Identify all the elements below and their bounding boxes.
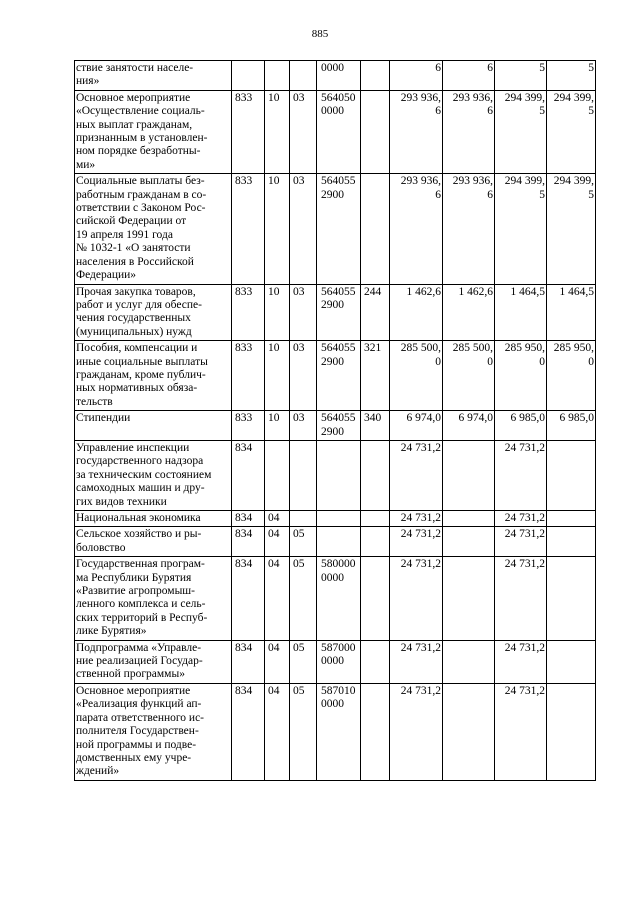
cell-amount-2-line: 6: [487, 105, 493, 118]
cell-amount-1: [390, 511, 443, 527]
cell-amount-1: [390, 90, 443, 173]
table-row: [75, 90, 596, 173]
cell-name-line: Основное мероприятие: [76, 91, 191, 104]
cell-amount-4: [547, 411, 596, 441]
table-row: [75, 511, 596, 527]
cell-expense-type: 340: [361, 411, 390, 441]
page-number: 885: [311, 28, 329, 40]
cell-target-article-line: 0000: [321, 571, 344, 584]
cell-amount-1-line: 6: [435, 105, 441, 118]
cell-target-article: [317, 640, 361, 683]
cell-target-article: [317, 284, 361, 341]
cell-amount-4: [547, 61, 596, 91]
cell-name-line: Сельское хозяйство и ры-: [76, 528, 202, 541]
cell-amount-3-line: 5: [539, 62, 545, 74]
cell-amount-1: [390, 284, 443, 341]
cell-target-article-line: 2900: [321, 298, 344, 311]
cell-amount-3-line: 5: [539, 105, 545, 118]
cell-amount-4: [547, 284, 596, 341]
cell-amount-3: [495, 284, 547, 341]
cell-expense-type: 321: [361, 341, 390, 411]
cell-subsection-code: 05: [290, 640, 317, 683]
cell-subsection-code: 03: [290, 284, 317, 341]
cell-target-article-line: 0000: [321, 105, 344, 118]
cell-name-line: лике Бурятия»: [76, 625, 147, 638]
table-row: [75, 174, 596, 284]
cell-amount-3: [495, 174, 547, 284]
cell-section-code: 10: [265, 90, 290, 173]
cell-name-line: ми»: [76, 158, 96, 171]
cell-name: [75, 61, 232, 91]
cell-target-article-line: 2900: [321, 425, 344, 438]
cell-name-line: населения в Российской: [76, 255, 194, 268]
cell-amount-4-line: 5: [588, 188, 594, 201]
cell-amount-2-line: 6: [487, 188, 493, 201]
cell-amount-2-line: 293 936,: [452, 91, 493, 104]
cell-expense-type: [361, 683, 390, 780]
cell-section-code: 04: [265, 527, 290, 557]
cell-amount-4: [547, 440, 596, 510]
cell-name-line: иные социальные выплаты: [76, 355, 208, 368]
cell-name-line: ответствии с Законом Рос-: [76, 202, 206, 215]
cell-expense-type: [361, 440, 390, 510]
cell-name-line: ние реализацией Государ-: [76, 655, 203, 668]
cell-amount-1: [390, 411, 443, 441]
cell-name-line: сийской Федерации от: [76, 215, 187, 228]
cell-expense-type: [361, 511, 390, 527]
cell-section-code: 10: [265, 284, 290, 341]
cell-amount-4: [547, 527, 596, 557]
cell-amount-1: [390, 527, 443, 557]
cell-amount-1-line: 0: [435, 355, 441, 368]
cell-amount-4: [547, 341, 596, 411]
cell-amount-3-line: 24 731,2: [504, 528, 545, 541]
cell-amount-3: [495, 640, 547, 683]
cell-name-line: работ и услуг для обеспе-: [76, 298, 202, 311]
cell-name-line: домственных ему учре-: [76, 751, 192, 764]
cell-name-line: Стипендии: [76, 412, 131, 425]
cell-amount-3-line: 294 399,: [504, 91, 545, 104]
cell-name-line: Государственная програм-: [76, 558, 205, 571]
cell-name: [75, 174, 232, 284]
cell-name-line: ния»: [76, 75, 100, 88]
cell-amount-1-line: 24 731,2: [400, 528, 441, 541]
cell-amount-3-line: 294 399,: [504, 175, 545, 188]
cell-amount-1-line: 285 500,: [400, 342, 441, 355]
cell-name-line: (муниципальных) нужд: [76, 325, 192, 338]
cell-name: [75, 341, 232, 411]
cell-name: [75, 527, 232, 557]
cell-target-article-line: 0000: [321, 655, 344, 668]
budget-table: [74, 60, 596, 781]
cell-amount-3-line: 24 731,2: [504, 684, 545, 697]
table-row: [75, 341, 596, 411]
cell-amount-4-line: 294 399,: [553, 175, 594, 188]
cell-ministry-code: 833: [232, 90, 265, 173]
cell-name-line: Управление инспекции: [76, 441, 190, 454]
cell-name-line: самоходных машин и дру-: [76, 482, 205, 495]
cell-section-code: [265, 61, 290, 91]
cell-name: [75, 440, 232, 510]
cell-amount-2: [443, 90, 495, 173]
cell-amount-2: [443, 527, 495, 557]
cell-amount-3-line: 24 731,2: [504, 441, 545, 454]
cell-amount-3-line: 285 950,: [504, 342, 545, 355]
cell-name-line: парата ответственного ис-: [76, 711, 205, 724]
cell-amount-2-line: 6: [487, 62, 493, 74]
cell-name-line: гих видов техники: [76, 495, 167, 508]
cell-name-line: Пособия, компенсации и: [76, 342, 198, 355]
cell-subsection-code: [290, 61, 317, 91]
cell-amount-2-line: 0: [487, 355, 493, 368]
cell-name-line: Социальные выплаты без-: [76, 175, 205, 188]
cell-amount-3: [495, 683, 547, 780]
cell-name: [75, 411, 232, 441]
cell-name-line: ных выплат гражданам,: [76, 118, 193, 131]
cell-ministry-code: 833: [232, 174, 265, 284]
cell-amount-2: [443, 557, 495, 640]
cell-amount-1: [390, 61, 443, 91]
cell-amount-4: [547, 174, 596, 284]
cell-amount-1-line: 24 731,2: [400, 558, 441, 571]
cell-amount-3: [495, 341, 547, 411]
cell-amount-1: [390, 683, 443, 780]
cell-subsection-code: 05: [290, 683, 317, 780]
cell-amount-4-line: 294 399,: [553, 91, 594, 104]
cell-amount-4: [547, 640, 596, 683]
cell-ministry-code: 834: [232, 640, 265, 683]
cell-amount-2: [443, 341, 495, 411]
cell-expense-type: [361, 90, 390, 173]
cell-amount-3: [495, 527, 547, 557]
cell-name: [75, 511, 232, 527]
cell-amount-2-line: 285 500,: [452, 342, 493, 355]
cell-name-line: Основное мероприятие: [76, 684, 191, 697]
cell-amount-3: [495, 440, 547, 510]
cell-section-code: 10: [265, 411, 290, 441]
cell-amount-2: [443, 61, 495, 91]
cell-amount-1-line: 24 731,2: [400, 684, 441, 697]
table-row: [75, 411, 596, 441]
cell-name-line: ной программы и подве-: [76, 738, 197, 751]
cell-name-line: Подпрограмма «Управле-: [76, 641, 202, 654]
cell-subsection-code: [290, 440, 317, 510]
cell-name-line: чения государственных: [76, 312, 191, 325]
cell-ministry-code: 834: [232, 511, 265, 527]
cell-name-line: ственной программы»: [76, 668, 185, 681]
cell-amount-1-line: 293 936,: [400, 91, 441, 104]
cell-section-code: 10: [265, 341, 290, 411]
cell-name-line: полнителя Государствен-: [76, 725, 199, 738]
cell-expense-type: [361, 174, 390, 284]
cell-name: [75, 557, 232, 640]
cell-expense-type: [361, 557, 390, 640]
cell-amount-2-line: 6 974,0: [458, 412, 493, 425]
cell-amount-3-line: 24 731,2: [504, 558, 545, 571]
cell-section-code: 04: [265, 511, 290, 527]
cell-name-line: ждений»: [76, 765, 120, 778]
cell-name: [75, 640, 232, 683]
cell-subsection-code: 03: [290, 90, 317, 173]
cell-name-line: ствие занятости населе-: [76, 62, 194, 74]
cell-amount-2-line: 1 462,6: [458, 285, 493, 298]
cell-amount-2: [443, 683, 495, 780]
cell-amount-4-line: 5: [588, 62, 594, 74]
cell-name-line: государственного надзора: [76, 455, 204, 468]
cell-target-article: [317, 511, 361, 527]
cell-ministry-code: 834: [232, 440, 265, 510]
table-row: [75, 61, 596, 91]
cell-target-article-line: 580000: [321, 558, 356, 571]
cell-name-line: ном порядке безработны-: [76, 145, 201, 158]
table-body: [75, 61, 596, 781]
cell-name-line: за техническим состоянием: [76, 468, 212, 481]
cell-amount-1: [390, 440, 443, 510]
cell-amount-2: [443, 640, 495, 683]
cell-ministry-code: 834: [232, 683, 265, 780]
cell-amount-3-line: 6 985,0: [510, 412, 545, 425]
cell-target-article: [317, 61, 361, 91]
cell-expense-type: [361, 61, 390, 91]
cell-section-code: [265, 440, 290, 510]
cell-name-line: «Развитие агропромыш-: [76, 585, 195, 598]
cell-expense-type: [361, 527, 390, 557]
cell-amount-1-line: 24 731,2: [400, 512, 441, 524]
cell-amount-4: [547, 90, 596, 173]
cell-amount-2: [443, 440, 495, 510]
cell-name-line: № 1032-1 «О занятости: [76, 242, 191, 255]
cell-target-article-line: 587010: [321, 684, 356, 697]
cell-amount-1-line: 1 462,6: [406, 285, 441, 298]
cell-target-article-line: 564050: [321, 91, 356, 104]
cell-subsection-code: [290, 511, 317, 527]
cell-name-line: работным гражданам в со-: [76, 188, 207, 201]
cell-target-article: [317, 440, 361, 510]
cell-name-line: «Осуществление социаль-: [76, 105, 205, 118]
cell-target-article: [317, 527, 361, 557]
cell-section-code: 04: [265, 557, 290, 640]
cell-subsection-code: 03: [290, 341, 317, 411]
cell-subsection-code: 03: [290, 411, 317, 441]
cell-name-line: ных нормативных обяза-: [76, 382, 198, 395]
cell-name-line: ских территорий в Респуб-: [76, 611, 208, 624]
cell-amount-3-line: 24 731,2: [504, 512, 545, 524]
table-row: [75, 640, 596, 683]
cell-ministry-code: 833: [232, 341, 265, 411]
cell-subsection-code: 05: [290, 557, 317, 640]
cell-amount-4-line: 0: [588, 355, 594, 368]
cell-amount-4: [547, 511, 596, 527]
cell-amount-3-line: 24 731,2: [504, 641, 545, 654]
cell-amount-1: [390, 174, 443, 284]
cell-name-line: 19 апреля 1991 года: [76, 228, 173, 241]
cell-amount-3: [495, 511, 547, 527]
cell-amount-4-line: 1 464,5: [559, 285, 594, 298]
cell-amount-4-line: 6 985,0: [559, 412, 594, 425]
cell-section-code: 04: [265, 640, 290, 683]
cell-expense-type: 244: [361, 284, 390, 341]
cell-amount-3: [495, 411, 547, 441]
cell-target-article: [317, 557, 361, 640]
cell-amount-3-line: 0: [539, 355, 545, 368]
cell-ministry-code: 833: [232, 284, 265, 341]
table-row: [75, 527, 596, 557]
cell-amount-3-line: 1 464,5: [510, 285, 545, 298]
cell-amount-4-line: 5: [588, 105, 594, 118]
cell-amount-2: [443, 284, 495, 341]
cell-amount-1: [390, 640, 443, 683]
cell-amount-4-line: 285 950,: [553, 342, 594, 355]
cell-name: [75, 90, 232, 173]
cell-amount-1-line: 24 731,2: [400, 641, 441, 654]
cell-target-article-line: 0000: [321, 698, 344, 711]
table-row: [75, 557, 596, 640]
cell-target-article-line: 564055: [321, 412, 356, 425]
cell-target-article: [317, 683, 361, 780]
cell-amount-1: [390, 341, 443, 411]
cell-amount-1-line: 24 731,2: [400, 441, 441, 454]
cell-name-line: Национальная экономика: [76, 512, 201, 524]
cell-amount-4: [547, 683, 596, 780]
cell-name: [75, 683, 232, 780]
cell-name-line: ма Республики Бурятия: [76, 571, 192, 584]
cell-target-article-line: 0000: [321, 62, 344, 74]
cell-name-line: Федерации»: [76, 269, 137, 282]
cell-amount-2: [443, 174, 495, 284]
cell-ministry-code: 834: [232, 527, 265, 557]
cell-amount-4: [547, 557, 596, 640]
cell-amount-1-line: 6: [435, 188, 441, 201]
cell-name-line: Прочая закупка товаров,: [76, 285, 196, 298]
cell-target-article-line: 564055: [321, 285, 356, 298]
cell-subsection-code: 05: [290, 527, 317, 557]
cell-ministry-code: 834: [232, 557, 265, 640]
cell-target-article: [317, 174, 361, 284]
cell-target-article-line: 2900: [321, 355, 344, 368]
cell-name: [75, 284, 232, 341]
cell-target-article-line: 564055: [321, 342, 356, 355]
cell-amount-1: [390, 557, 443, 640]
cell-amount-2: [443, 511, 495, 527]
cell-amount-1-line: 293 936,: [400, 175, 441, 188]
cell-ministry-code: [232, 61, 265, 91]
cell-target-article: [317, 411, 361, 441]
cell-target-article-line: 2900: [321, 188, 344, 201]
table-row: [75, 284, 596, 341]
cell-amount-3: [495, 61, 547, 91]
cell-amount-3: [495, 557, 547, 640]
cell-section-code: 10: [265, 174, 290, 284]
cell-name-line: ленного комплекса и сель-: [76, 598, 206, 611]
table-row: [75, 440, 596, 510]
cell-subsection-code: 03: [290, 174, 317, 284]
cell-amount-1-line: 6 974,0: [406, 412, 441, 425]
cell-name-line: признанным в установлен-: [76, 132, 208, 145]
cell-amount-2-line: 293 936,: [452, 175, 493, 188]
cell-target-article-line: 587000: [321, 641, 356, 654]
cell-amount-2: [443, 411, 495, 441]
table-row: [75, 683, 596, 780]
cell-target-article: [317, 90, 361, 173]
cell-name-line: «Реализация функций ап-: [76, 698, 202, 711]
cell-section-code: 04: [265, 683, 290, 780]
cell-name-line: гражданам, кроме публич-: [76, 368, 206, 381]
cell-amount-3-line: 5: [539, 188, 545, 201]
cell-target-article-line: 564055: [321, 175, 356, 188]
cell-name-line: боловство: [76, 541, 126, 554]
cell-expense-type: [361, 640, 390, 683]
cell-name-line: тельств: [76, 395, 113, 408]
cell-target-article: [317, 341, 361, 411]
cell-amount-1-line: 6: [435, 62, 441, 74]
cell-amount-3: [495, 90, 547, 173]
cell-ministry-code: 833: [232, 411, 265, 441]
